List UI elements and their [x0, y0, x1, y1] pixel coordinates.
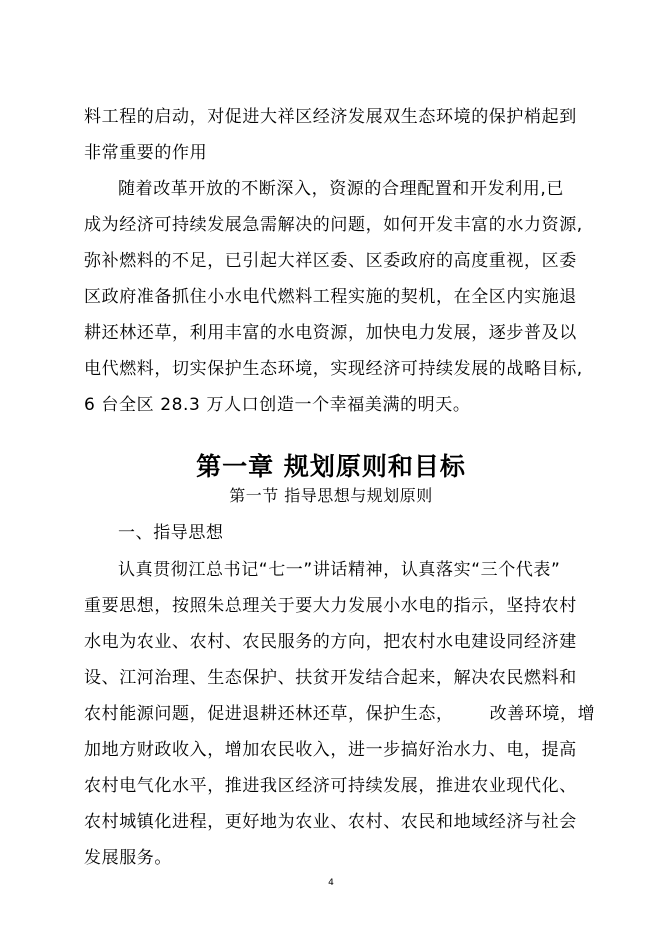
- paragraph-3-line-8: 农村城镇化进程，更好地为农业、农村、农民和地域经济与社会: [84, 812, 577, 832]
- paragraph-2-line-3: 弥补燃料的不足，已引起大祥区委、区委政府的高度重视，区委: [84, 251, 577, 271]
- paragraph-3-line-7: 农村电气化水平，推进我区经济可持续发展，推进农业现代化、: [84, 776, 577, 796]
- paragraph-2-line-2: 成为经济可持续发展急需解决的问题，如何开发丰富的水力资源,: [84, 215, 583, 235]
- paragraph-2-line-6: 电代燃料，切实保护生态环境，实现经济可持续发展的战略目标,: [84, 359, 583, 379]
- paragraph-3-line-2: 重要思想，按照朱总理关于要大力发展小水电的指示，坚持农村: [84, 596, 577, 616]
- paragraph-2-line-7: 6 台全区 28.3 万人口创造一个幸福美满的明天。: [84, 395, 471, 415]
- paragraph-1-line-1: 料工程的启动，对促进大祥区经济发展双生态环境的保护梢起到: [84, 107, 577, 127]
- paragraph-2-line-1: 随着改革开放的不断深入，资源的合理配置和开发利用,已: [118, 179, 565, 199]
- paragraph-3-line-3: 水电为农业、农村、农民服务的方向，把农村水电建设同经济建: [84, 632, 577, 652]
- paragraph-3-line-5: 农村能源问题，促进退耕还林还草，保护生态， 改善环境，增: [84, 704, 596, 724]
- paragraph-3-line-9: 发展服务。: [84, 848, 172, 868]
- section-title: 第一节 指导思想与规划原则: [229, 486, 433, 505]
- paragraph-1-line-2: 非常重要的作用: [84, 143, 208, 163]
- paragraph-3-line-1: 认真贯彻江总书记“七一”讲话精神，认真落实“三个代表”: [118, 560, 561, 580]
- chapter-title: 第一章 规划原则和目标: [196, 452, 466, 481]
- subheading: 一、指导思想: [118, 523, 224, 543]
- paragraph-3-line-4: 设、江河治理、生态保护、扶贫开发结合起来，解决农民燃料和: [84, 668, 577, 688]
- page-number: 4: [328, 878, 334, 888]
- paragraph-3-line-6: 加地方财政收入，增加农民收入，进一步搞好治水力、电，提高: [84, 740, 577, 760]
- paragraph-2-line-5: 耕还林还草，利用丰富的水电资源，加快电力发展，逐步普及以: [84, 323, 577, 343]
- paragraph-2-line-4: 区政府准备抓住小水电代燃料工程实施的契机，在全区内实施退: [84, 287, 577, 307]
